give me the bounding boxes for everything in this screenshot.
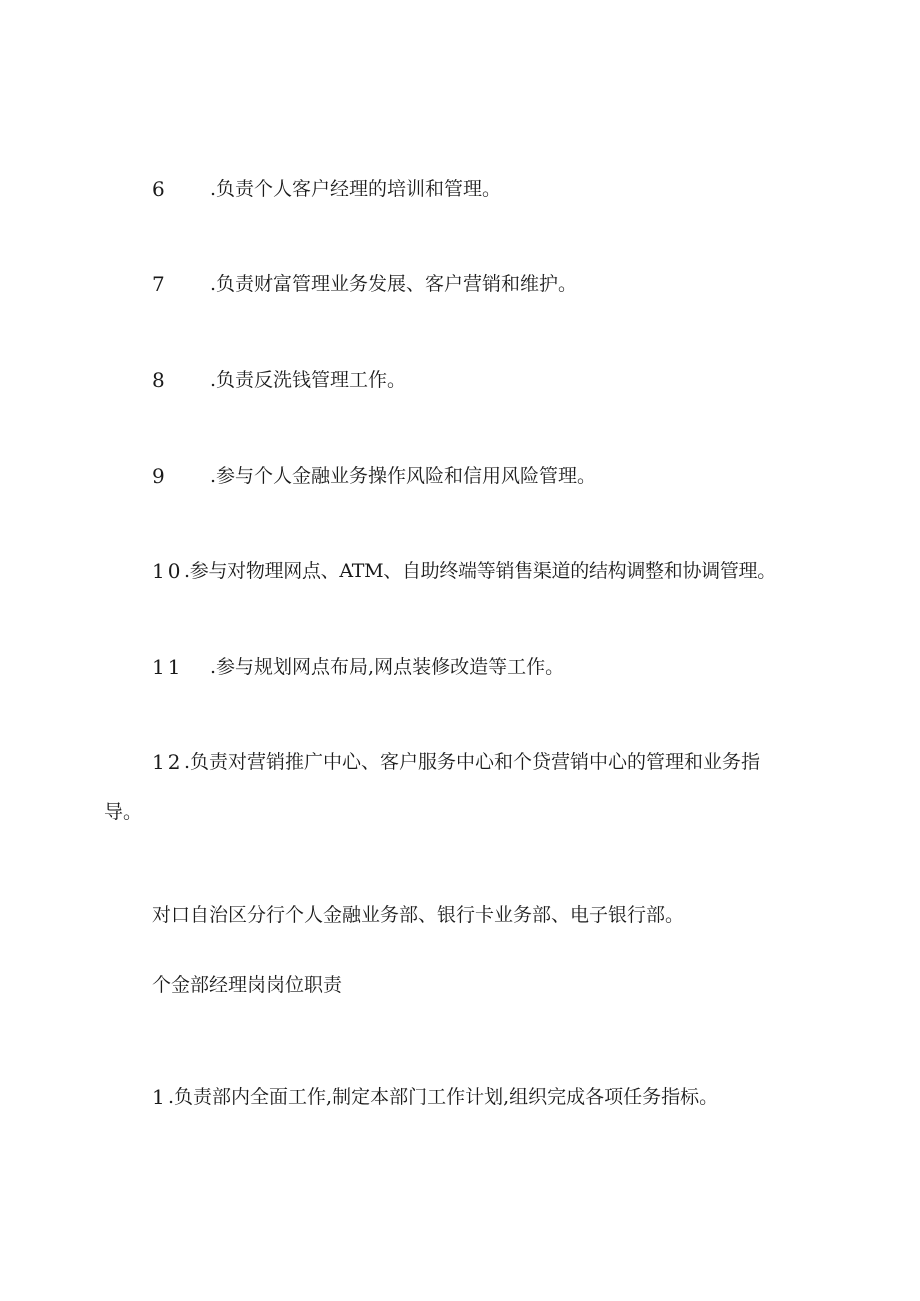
item-10-text: .参与对物理网点、ATM、自助终端等销售渠道的结构调整和协调管理。 <box>184 560 776 582</box>
item-12-number: 12 <box>152 750 184 774</box>
item-11-number: 11 <box>152 655 184 679</box>
counterpart-text: 对口自治区分行个人金融业务部、银行卡业务部、电子银行部。 <box>152 904 685 926</box>
section-title: 个金部经理岗岗位职责 <box>152 974 343 996</box>
item-7-text: .负责财富管理业务发展、客户营销和维护。 <box>210 273 578 295</box>
duty-1-text: .负责部内全面工作,制定本部门工作计划,组织完成各项任务指标。 <box>168 1086 719 1108</box>
item-8-text: .负责反洗钱管理工作。 <box>210 369 407 391</box>
duty-1-number: 1 <box>152 1085 165 1109</box>
item-6-number: 6 <box>152 177 165 201</box>
item-7-number: 7 <box>152 272 165 296</box>
item-12-continuation: 导。 <box>104 801 143 823</box>
item-11-text: .参与规划网点布局,网点装修改造等工作。 <box>210 656 565 678</box>
item-9-number: 9 <box>152 464 165 488</box>
item-12-text: .负责对营销推广中心、客户服务中心和个贷营销中心的管理和业务指 <box>184 751 761 773</box>
item-8-number: 8 <box>152 368 165 392</box>
item-10-number: 10 <box>152 559 184 583</box>
item-6-text: .负责个人客户经理的培训和管理。 <box>210 178 502 200</box>
item-9-text: .参与个人金融业务操作风险和信用风险管理。 <box>210 465 597 487</box>
